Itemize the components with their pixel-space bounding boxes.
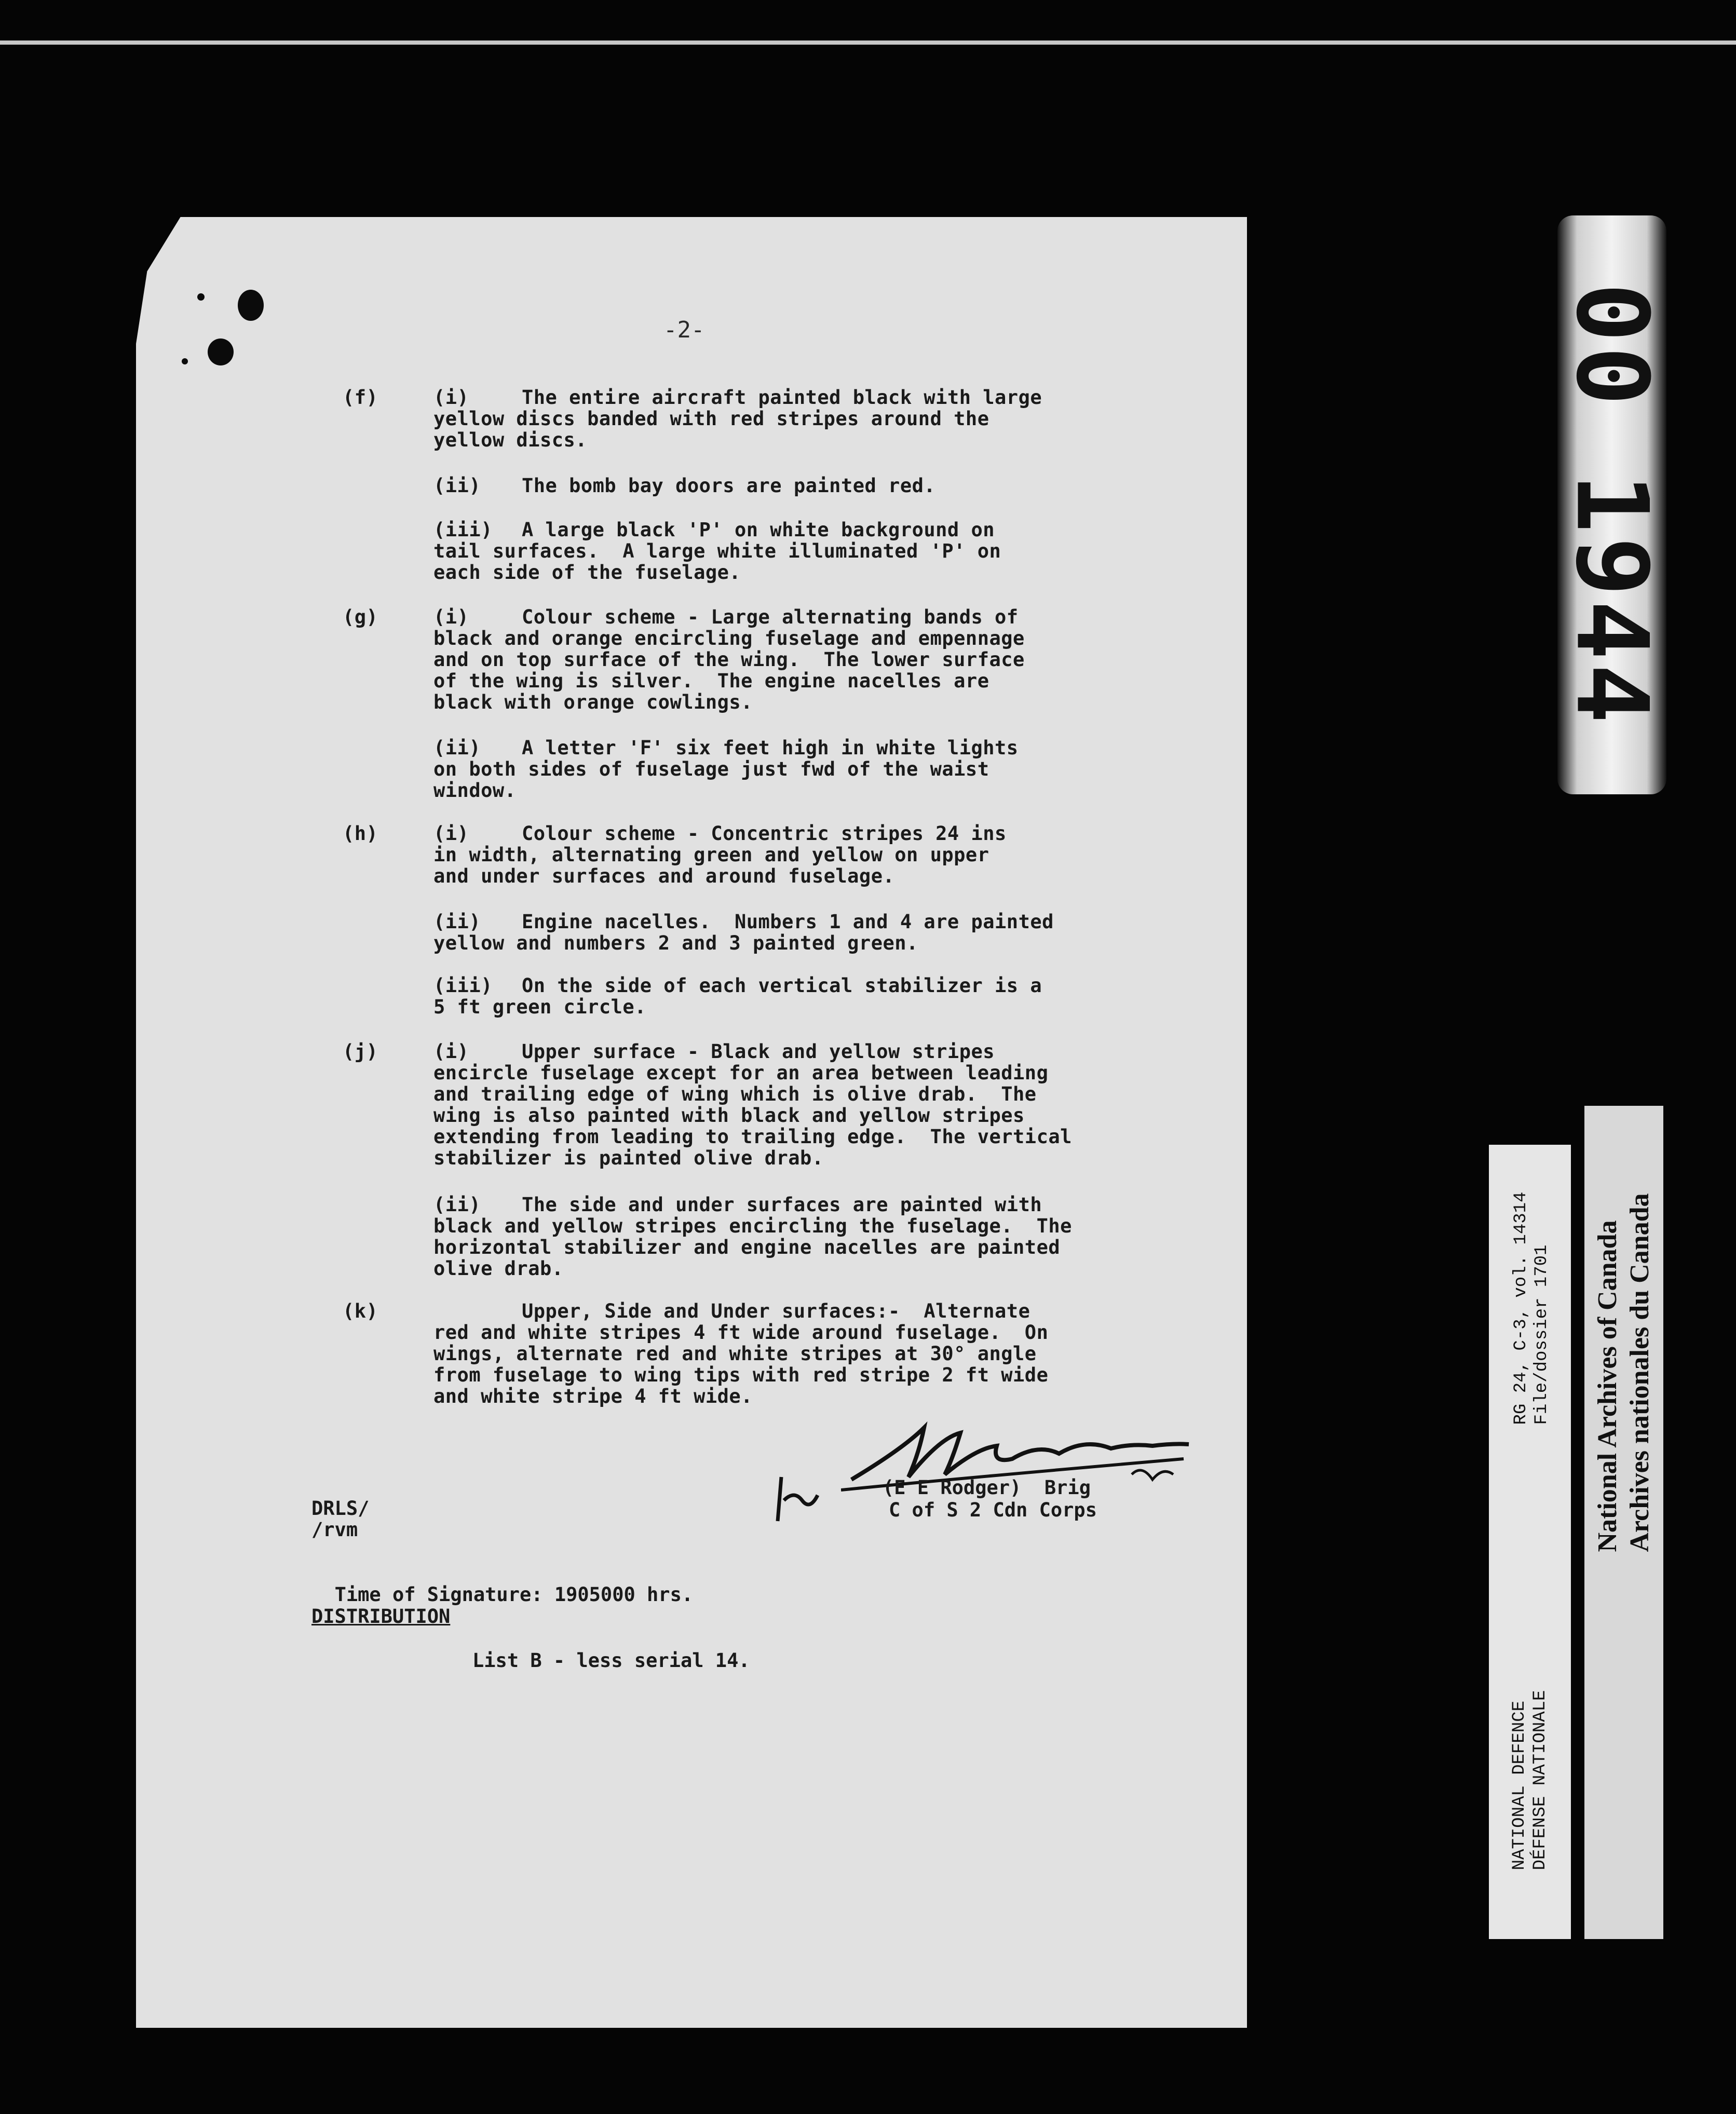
item-line: A large black 'P' on white background on [522,519,995,541]
item-number: (i) [433,1040,469,1063]
item-line: in width, alternating green and yellow on upper [433,844,989,866]
item-line: of the wing is silver. The engine nacelles are [433,670,989,692]
item-line: On the side of each vertical stabilizer is a [522,974,1042,997]
archive-ref-line: File/dossier 1701 [1532,1244,1552,1425]
item-line: Colour scheme - Large alternating bands of [522,606,1019,628]
item-line: and on top surface of the wing. The lower surface [433,648,1025,671]
item-line: black and orange encircling fuselage and empennage [433,627,1025,649]
item-line: Upper surface - Black and yellow stripes [522,1040,995,1063]
item-line: stabilizer is painted olive drab. [433,1147,824,1169]
item-number: (ii) [433,475,481,497]
reference-code-line2: /rvm [311,1519,358,1541]
item-line: The bomb bay doors are painted red. [522,475,936,497]
distribution-heading: DISTRIBUTION [311,1605,451,1628]
frame-number: 00 1944 [1554,282,1670,727]
time-of-signature-value: 1905000 hrs. [554,1583,694,1606]
archive-ref-line: NATIONAL DEFENCE [1510,1700,1529,1871]
archive-ref-line: DÉFENSE NATIONALE [1530,1690,1550,1871]
national-archives-text [1592,1193,1656,1552]
item-number: (i) [433,606,469,628]
paragraph-letter: (j) [343,1040,378,1063]
paragraph-letter: (g) [343,606,378,628]
archive-reference-text [1509,1690,1551,1871]
punch-hole [197,293,205,301]
item-line: from fuselage to wing tips with red stripe 2 ft wide [433,1364,1049,1386]
item-line: horizontal stabilizer and engine nacelles are painted [433,1236,1061,1258]
item-number: (iii) [433,519,493,541]
item-line: yellow discs banded with red stripes around the [433,408,989,430]
item-line: wings, alternate red and white stripes at 30° angle [433,1343,1037,1365]
punch-hole [238,290,264,321]
national-archives-label [1584,1106,1663,1939]
film-top-rule [0,40,1736,45]
paragraph-letter: (f) [343,386,378,409]
item-line: red and white stripes 4 ft wide around fuselage. On [433,1321,1049,1344]
item-line: The entire aircraft painted black with large [522,386,1042,409]
item-line: black and yellow stripes encircling the fuselage. The [433,1215,1072,1237]
signatory-name: (E E Rodger) Brig [883,1476,1091,1499]
item-number: (ii) [433,911,481,933]
national-archives-en: National Archives of Canada [1593,1220,1622,1552]
item-number: (ii) [433,1194,481,1216]
item-number: (iii) [433,974,493,997]
item-line: wing is also painted with black and yellow stripes [433,1104,1025,1127]
time-of-signature [311,1563,693,1605]
archive-ref-line: RG 24, C-3, vol. 14314 [1511,1191,1531,1425]
item-line: each side of the fuselage. [433,561,741,584]
item-line: olive drab. [433,1257,564,1280]
punch-hole [208,338,234,365]
handwritten-for [774,1469,820,1526]
item-line: Engine nacelles. Numbers 1 and 4 are painted [522,911,1054,933]
time-of-signature-label: Time of Signature [334,1583,532,1606]
national-archives-fr: Archives nationales du Canada [1625,1193,1654,1552]
punch-hole [182,358,188,364]
reference-code-line1: DRLS/ [311,1497,370,1520]
item-line: tail surfaces. A large white illuminated 'P' on [433,540,1001,562]
item-line: yellow discs. [433,429,588,451]
item-line: encircle fuselage except for an area between leading [433,1062,1049,1084]
paragraph-letter: (k) [343,1300,378,1322]
item-line: window. [433,779,517,802]
item-line: 5 ft green circle. [433,996,646,1018]
item-number: (i) [433,822,469,845]
item-line: and trailing edge of wing which is olive drab. The [433,1083,1037,1105]
item-line: A letter 'F' six feet high in white lights [522,737,1019,759]
distribution-list: List B - less serial 14. [472,1649,750,1672]
item-line: and under surfaces and around fuselage. [433,865,895,887]
page-number: -2- [663,317,705,343]
item-line: The side and under surfaces are painted with [522,1194,1042,1216]
signatory-title: C of S 2 Cdn Corps [889,1499,1097,1521]
item-line: extending from leading to trailing edge. The vertical [433,1126,1072,1148]
film-frame-counter [1554,215,1670,794]
time-of-signature-colon: : [531,1583,554,1606]
item-line: and white stripe 4 ft wide. [433,1385,753,1407]
item-line: on both sides of fuselage just fwd of the waist [433,758,989,780]
paragraph-letter: (h) [343,822,378,845]
item-line: Upper, Side and Under surfaces:- Alternate [522,1300,1030,1322]
item-number: (i) [433,386,469,409]
item-line: yellow and numbers 2 and 3 painted green. [433,932,918,954]
archive-ref-volume-block [1495,1153,1568,1464]
item-line: Colour scheme - Concentric stripes 24 ins [522,822,1007,845]
item-number: (ii) [433,737,481,759]
item-line: black with orange cowlings. [433,691,753,713]
